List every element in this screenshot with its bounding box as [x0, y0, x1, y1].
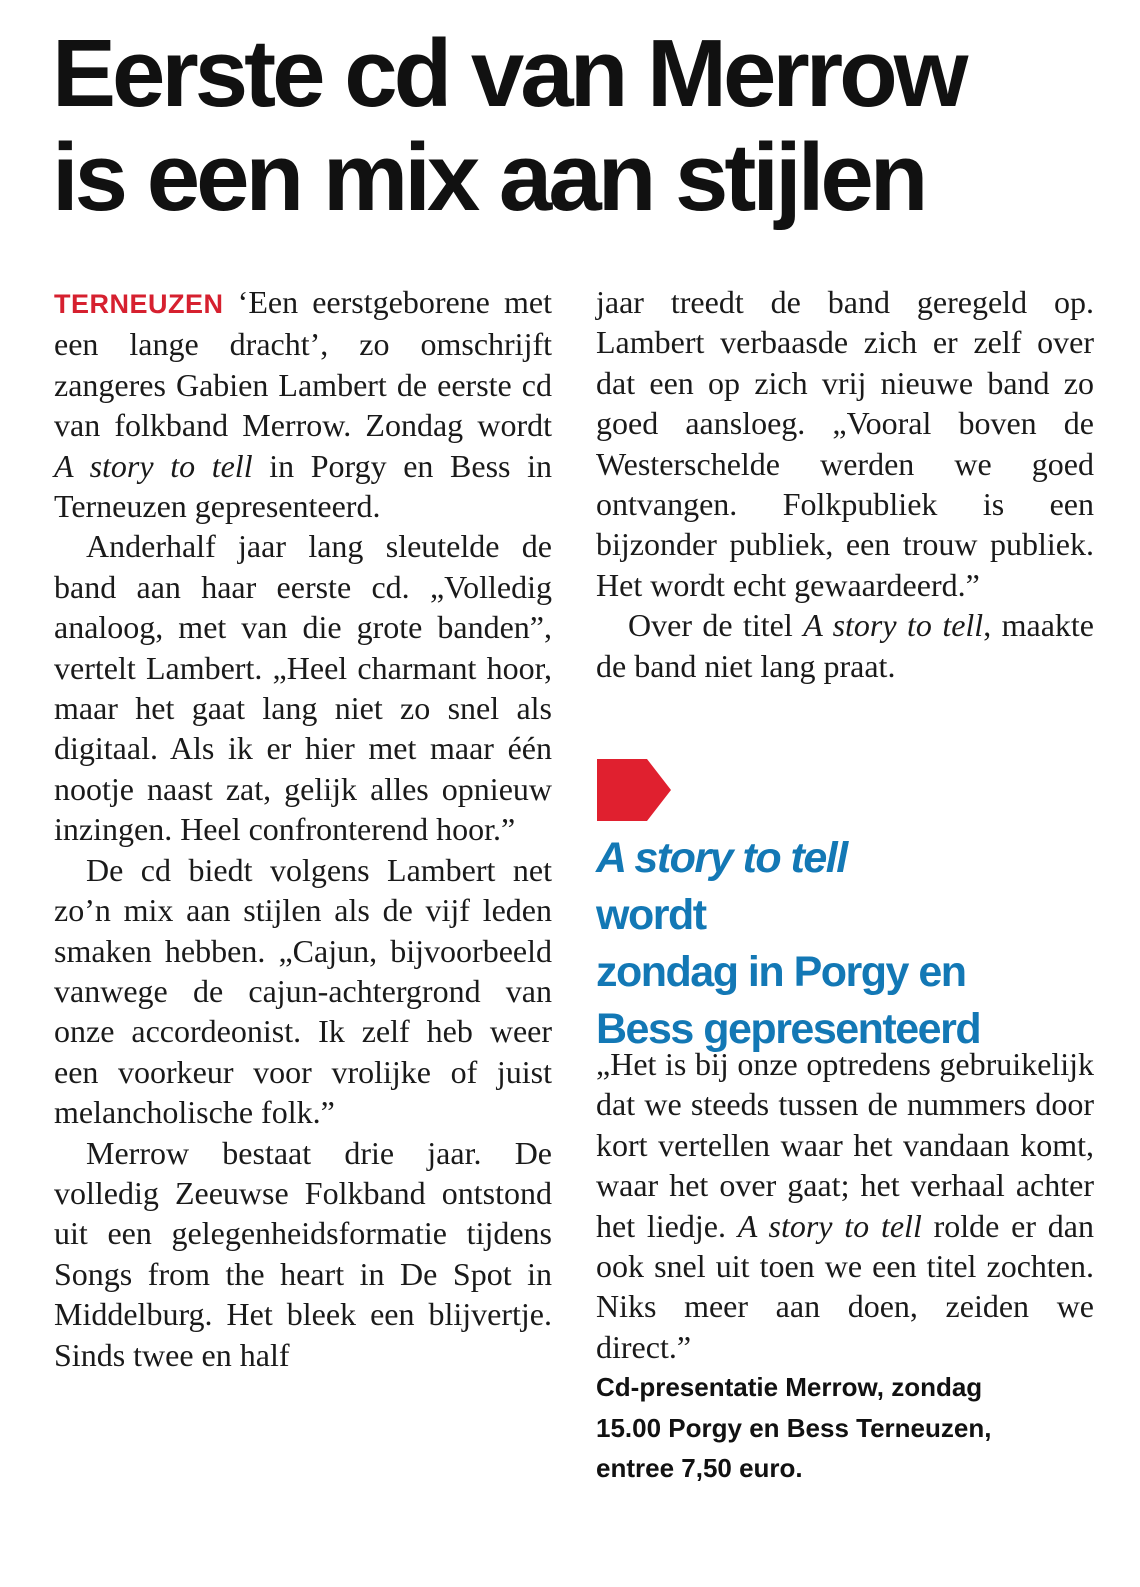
- red-arrow-marker-icon: [597, 759, 671, 821]
- headline: [52, 22, 1112, 230]
- title-intro-text-b: , maakte de band niet lang praat.: [596, 607, 1095, 684]
- headline-line-2: is een mix aan stijlen: [52, 124, 925, 231]
- paragraph-quote: [596, 1044, 1094, 1367]
- subheading-line-1: [596, 830, 1116, 944]
- article-column-left: [54, 282, 552, 1375]
- intro-text-b: in Porgy en Bess in Terneuzen gepresenteerd.: [54, 447, 553, 525]
- event-info-line-3: entree 7,50 euro.: [596, 1453, 803, 1484]
- subheading-line-2: zondag in Porgy en: [596, 948, 966, 996]
- paragraph-history-continued: jaar treedt de band geregeld op. Lambert verbaasde zich er zelf over dat een op zich vrij nieuwe band zo goed aansloeg. „Vooral boven de Westerschelde werden we goed ontvangen. Folkpubliek is een bijzonder publiek, een trouw publiek. Het wordt echt gewaardeerd.”: [596, 284, 1094, 603]
- headline-line-1: Eerste cd van Merrow: [52, 20, 965, 127]
- event-info: [596, 1367, 1094, 1488]
- paragraph-intro: [54, 282, 552, 526]
- article-column-right-top: [596, 282, 1094, 686]
- subheading-album-title: A story to tell: [596, 834, 847, 882]
- paragraph-recording: Anderhalf jaar lang sleutelde de band aan haar eerste cd. „Volledig analoog, met van die grote banden”, vertelt Lambert. „Heel charmant hoor, maar het gaat lang niet zo snel als digitaal. Als ik er hier met maar één nootje naast zat, gelijk alles opnieuw inzingen. Heel confronterend hoor.”: [54, 528, 552, 848]
- subheading-line-3: Bess gepresenteerd: [596, 1005, 981, 1053]
- event-info-line-2: 15.00 Porgy en Bess Terneuzen,: [596, 1412, 992, 1443]
- quote-album-title: A story to tell: [737, 1207, 922, 1244]
- paragraph-history: Merrow bestaat drie jaar. De volledig Zeeuwse Folkband ontstond uit een gelegenheidsformatie tijdens Songs from the heart in De Spot in Middelburg. Het bleek een blijvertje. Sinds twee en half: [54, 1134, 552, 1373]
- quote-text-b: rolde er dan ook snel uit toen we een titel zochten. Niks meer aan doen, zeiden we direct.”: [596, 1207, 1095, 1365]
- article-column-right-bottom: [596, 1044, 1094, 1488]
- intro-album-title: A story to tell: [54, 447, 253, 484]
- subheading-line-1-rest: wordt: [596, 891, 706, 939]
- paragraph-styles: De cd biedt volgens Lambert net zo’n mix aan stijlen als de vijf leden smaken hebben. „Cajun, bijvoorbeeld vanwege de cajun-achtergrond van onze accordeonist. Ik zelf heb weer een voorkeur voor vrolijke of juist melancholische folk.”: [54, 851, 552, 1131]
- subheading: [596, 830, 1116, 1058]
- title-intro-album-title: A story to tell: [803, 607, 984, 644]
- quote-text-a: „Het is bij onze optredens gebruikelijk dat we steeds tussen de nummers door kort vertellen waar het vandaan komt, waar het over gaat; het verhaal achter het liedje.: [596, 1046, 1094, 1244]
- paragraph-title-intro: [596, 605, 1094, 686]
- intro-text-a: ‘Een eerstgeborene met een lange dracht’, zo omschrijft zangeres Gabien Lambert de eerste cd van folkband Merrow. Zondag wordt: [54, 284, 552, 444]
- title-intro-text-a: Over de titel: [628, 607, 804, 644]
- event-info-line-1: Cd-presentatie Merrow, zondag: [596, 1372, 983, 1403]
- dateline: TERNEUZEN: [54, 289, 224, 319]
